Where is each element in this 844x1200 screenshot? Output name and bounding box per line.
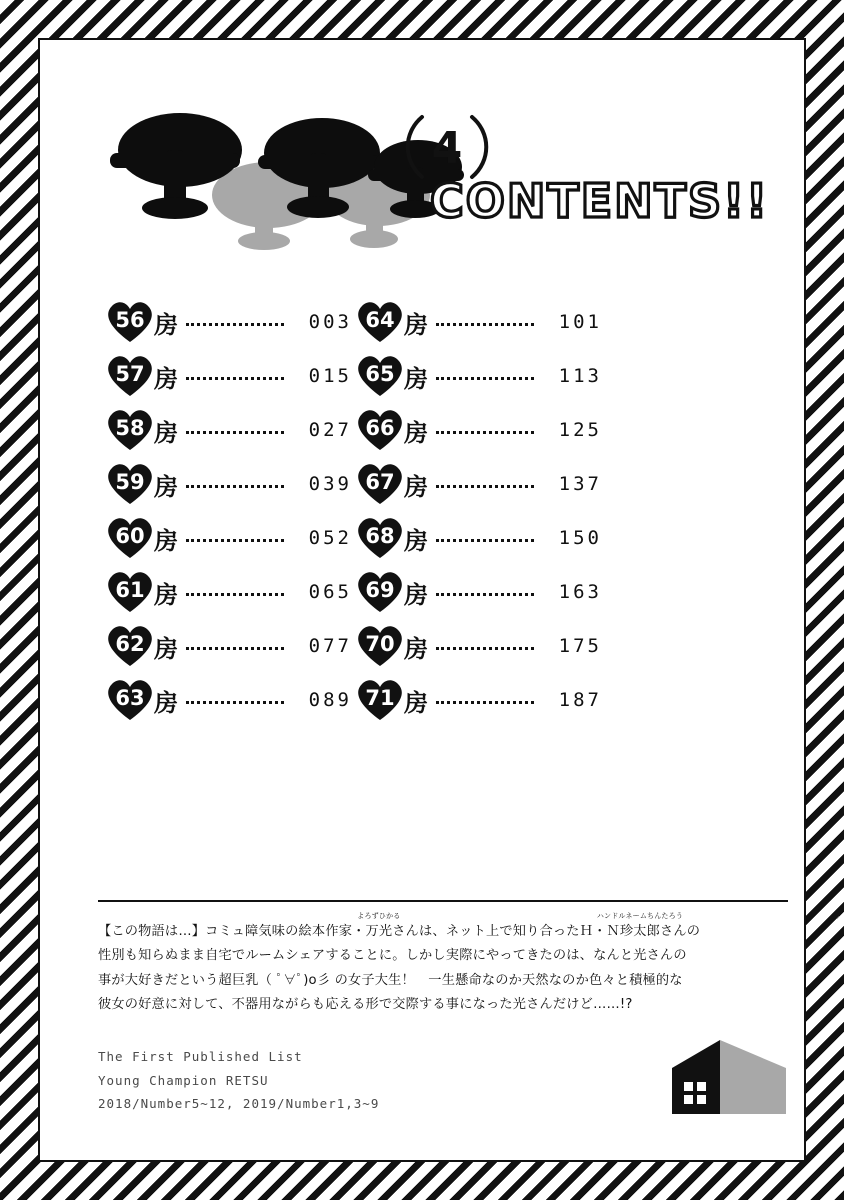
footer [98, 1038, 788, 1116]
heart-icon [352, 354, 408, 398]
chapter-number: 71 [365, 686, 395, 710]
chapter-unit: 房 [404, 310, 428, 339]
heart-icon [102, 516, 158, 560]
chapter-unit: 房 [404, 418, 428, 447]
heart-icon [352, 516, 408, 560]
chapter-number: 56 [115, 308, 145, 332]
chapter-number: 61 [115, 578, 145, 602]
chapter-number: 67 [365, 470, 395, 494]
chapter-number: 66 [365, 416, 395, 440]
heart-icon [102, 570, 158, 614]
page-number: 089 [308, 689, 352, 711]
synopsis-line-2: 性別も知らぬまま自宅でルームシェアすることに。しかし実際にやってきたのは、なんと光さんの [98, 948, 687, 964]
chapter-unit: 房 [404, 634, 428, 663]
heart-icon [352, 300, 408, 344]
chapter-number: 60 [115, 524, 145, 548]
chapter-number: 58 [115, 416, 145, 440]
page-number: 052 [308, 527, 352, 549]
toc-column-left [102, 295, 352, 727]
leader-dots [436, 584, 534, 600]
toc-entry[interactable] [352, 349, 602, 403]
page-number: 175 [558, 635, 602, 657]
page-number: 101 [558, 311, 602, 333]
toc-entry[interactable] [102, 295, 352, 349]
published-line: 2018/Number5~12, 2019/Number1,3~9 [98, 1096, 380, 1112]
chapter-unit: 房 [154, 418, 178, 447]
page-number: 113 [558, 365, 602, 387]
synopsis-line-4: 彼女の好意に対して、不器用ながらも応える形で交際する事になった光さんだけど……!? [98, 997, 633, 1013]
page-number: 125 [558, 419, 602, 441]
chapter-number: 64 [365, 308, 395, 332]
chapter-number: 69 [365, 578, 395, 602]
heart-icon [102, 408, 158, 452]
chapter-unit: 房 [154, 472, 178, 501]
published-line: Young Champion RETSU [98, 1072, 269, 1088]
chapter-number: 68 [365, 524, 395, 548]
page-number: 065 [308, 581, 352, 603]
chapter-number: 62 [115, 632, 145, 656]
toc-entry[interactable] [102, 619, 352, 673]
synopsis-after-ruby2: さんの [660, 924, 701, 939]
synopsis-line-1 [98, 912, 788, 944]
table-of-contents [102, 295, 602, 727]
chapter-unit: 房 [154, 688, 178, 717]
page-number: 003 [308, 311, 352, 333]
leader-dots [436, 314, 534, 330]
leader-dots [186, 584, 284, 600]
chapter-unit: 房 [154, 634, 178, 663]
page-number: 027 [308, 419, 352, 441]
page-body [38, 38, 806, 1162]
heart-icon [102, 354, 158, 398]
toc-entry[interactable] [352, 511, 602, 565]
leader-dots [186, 422, 284, 438]
page-number: 015 [308, 365, 352, 387]
toc-entry[interactable] [352, 673, 602, 727]
toc-entry[interactable] [102, 349, 352, 403]
chapter-unit: 房 [154, 364, 178, 393]
logo-artwork [100, 95, 800, 295]
heart-icon [102, 678, 158, 722]
leader-dots [436, 422, 534, 438]
toc-entry[interactable] [102, 511, 352, 565]
toc-entry[interactable] [352, 457, 602, 511]
toc-entry[interactable] [102, 565, 352, 619]
published-list [98, 1045, 379, 1116]
page-number: 187 [558, 689, 602, 711]
page-number: 163 [558, 581, 602, 603]
ruby-base: 珍太郎 [619, 924, 661, 939]
leader-dots [186, 314, 284, 330]
contents-wordmark: CONTENTS!! [430, 174, 770, 228]
heart-icon [352, 570, 408, 614]
toc-entry[interactable] [352, 619, 602, 673]
chapter-unit: 房 [404, 580, 428, 609]
ruby-text: よろずひかる [357, 912, 401, 920]
toc-column-right [352, 295, 602, 727]
toc-entry[interactable] [352, 403, 602, 457]
leader-dots [186, 476, 284, 492]
leader-dots [436, 476, 534, 492]
ruby-text: ハンドルネームちんたろう [596, 912, 684, 920]
synopsis-after-ruby1: さんは、ネット上で知り合ったＨ・Ｎ [392, 924, 620, 939]
synopsis-lead: 【この物語は…】コミュ障気味の絵本作家・ [98, 924, 366, 939]
chapter-unit: 房 [154, 310, 178, 339]
chapter-unit: 房 [154, 526, 178, 555]
published-line: The First Published List [98, 1048, 303, 1064]
chapter-unit: 房 [154, 580, 178, 609]
chapter-number: 57 [115, 362, 145, 386]
toc-entry[interactable] [102, 673, 352, 727]
heart-icon [102, 624, 158, 668]
leader-dots [436, 530, 534, 546]
page-number: 137 [558, 473, 602, 495]
page-number: 077 [308, 635, 352, 657]
page-number: 039 [308, 473, 352, 495]
leader-dots [436, 368, 534, 384]
volume-number: 4 [431, 123, 463, 174]
toc-entry[interactable] [352, 295, 602, 349]
synopsis-block [98, 900, 788, 1018]
leader-dots [186, 638, 284, 654]
chapter-unit: 房 [404, 526, 428, 555]
heart-icon [352, 462, 408, 506]
heart-icon [352, 624, 408, 668]
toc-entry[interactable] [102, 457, 352, 511]
chapter-number: 59 [115, 470, 145, 494]
leader-dots [186, 368, 284, 384]
heart-icon [352, 408, 408, 452]
ruby-base: 万光 [365, 924, 393, 939]
chapter-unit: 房 [404, 364, 428, 393]
chapter-unit: 房 [404, 472, 428, 501]
toc-entry[interactable] [102, 403, 352, 457]
page-number: 150 [558, 527, 602, 549]
leader-dots [436, 692, 534, 708]
synopsis-line-3: 事が大好きだという超巨乳（ ﾟ∀ﾟ)o彡 の女子大生！ 一生懸命なのか天然なのか色々と積極的な [98, 972, 683, 988]
leader-dots [436, 638, 534, 654]
leader-dots [186, 530, 284, 546]
chapter-number: 63 [115, 686, 145, 710]
chapter-unit: 房 [404, 688, 428, 717]
title-logo [100, 95, 800, 295]
chapter-number: 65 [365, 362, 395, 386]
heart-icon [102, 300, 158, 344]
chapter-number: 70 [365, 632, 395, 656]
heart-icon [352, 678, 408, 722]
ruby-yorozu-hikaru [357, 912, 401, 939]
toc-entry[interactable] [352, 565, 602, 619]
house-icon [658, 1038, 788, 1116]
heart-icon [102, 462, 158, 506]
leader-dots [186, 692, 284, 708]
